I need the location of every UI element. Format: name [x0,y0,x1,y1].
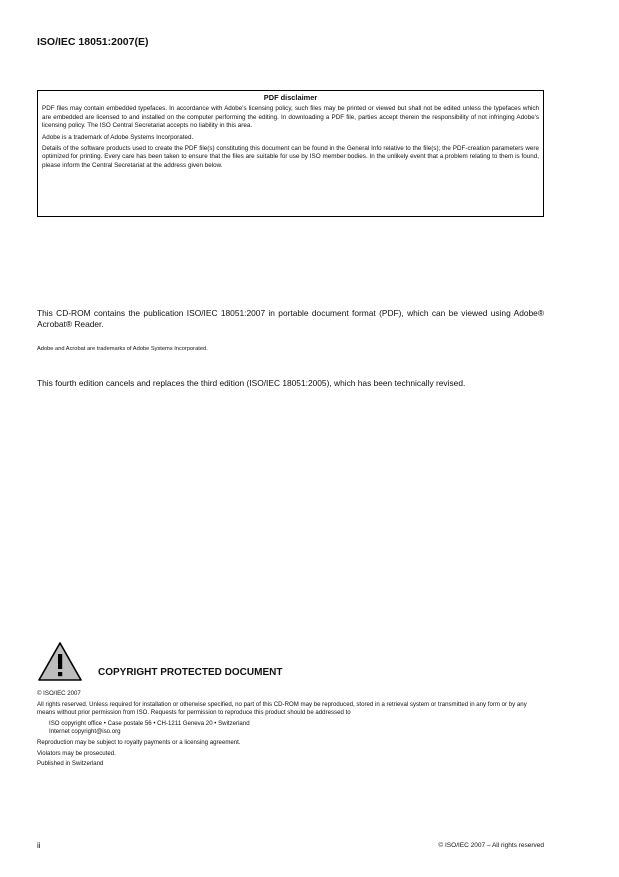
violators-line: Violators may be prosecuted. [37,749,116,757]
disclaimer-paragraph-2: Adobe is a trademark of Adobe Systems Incorporated. [42,133,194,141]
page-number: ii [37,841,41,850]
warning-triangle-icon [37,640,83,682]
address-line: ISO copyright office • Case postale 56 • CH-1211 Geneva 20 • Switzerland [49,719,250,727]
page-header: ISO/IEC 18051:2007(E) [37,36,149,48]
copyright-line: © ISO/IEC 2007 [37,690,81,697]
pdf-disclaimer-box [37,90,544,217]
edition-paragraph: This fourth edition cancels and replaces the third edition (ISO/IEC 18051:2005), which has been technically revised. [37,378,466,388]
royalty-line: Reproduction may be subject to royalty payments or a licensing agreement. [37,738,241,746]
disclaimer-paragraph-3: Details of the software products used to create the PDF file(s) constituting this document can be found in the General Info relative to the file(s); the PDF-creation parameters were optimized for printing. Every care has been taken to ensure that the files are suitable for use by ISO member bodies. In the unlikely event that a problem relating to them is found, please inform the Central Secretariat at the address given below. [42,145,539,169]
published-line: Published in Switzerland [37,760,104,768]
cdrom-paragraph: This CD-ROM contains the publication ISO/IEC 18051:2007 in portable document format (PDF), which can be viewed using Adobe® Acrobat® Reader. [37,308,544,329]
disclaimer-paragraph-1: PDF files may contain embedded typefaces. In accordance with Adobe's licensing policy, such files may be printed or viewed but shall not be edited unless the typefaces which are embedded are licensed to and installed on the computer performing the editing. In downloading a PDF file, parties accept therein the responsibility of not infringing Adobe's licensing policy. The ISO Central Secretariat accepts no liability in this area. [42,105,539,130]
trademark-note: Adobe and Acrobat are trademarks of Adobe Systems Incorporated. [37,346,208,352]
internet-line: Internet copyright@iso.org [49,728,121,736]
disclaimer-title: PDF disclaimer [263,93,318,102]
rights-paragraph: All rights reserved. Unless required for installation or otherwise specified, no part of this CD-ROM may be reproduced, stored in a retrieval system or transmitted in any form or by any means without prior permission from ISO. Requests for permission to reproduce this product should be addressed to [37,700,527,717]
copyright-details [37,690,544,771]
copyright-title: COPYRIGHT PROTECTED DOCUMENT [98,667,283,678]
footer-rights: © ISO/IEC 2007 – All rights reserved [438,842,544,849]
